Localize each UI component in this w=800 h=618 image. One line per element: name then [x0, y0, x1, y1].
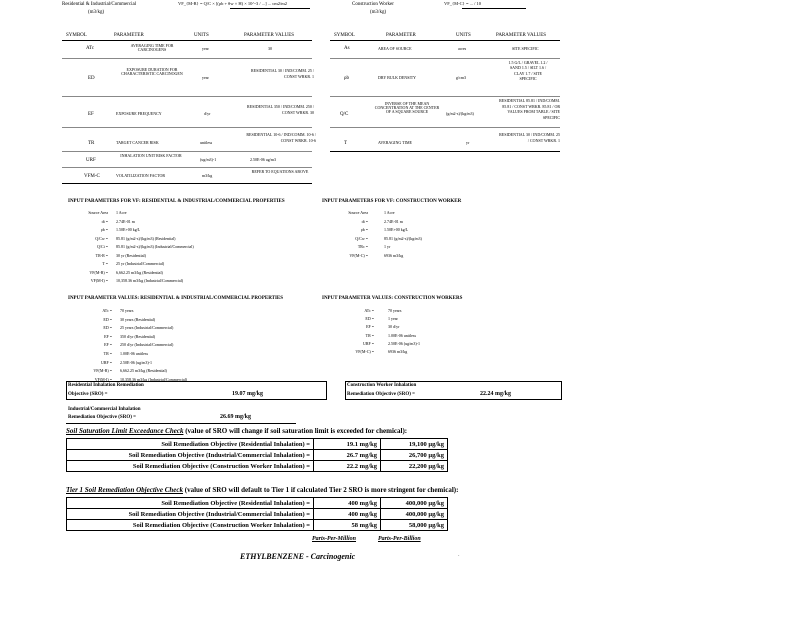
param-value: 1 Acre	[116, 210, 127, 215]
saturation-check-note: (value of SRO will change if soil saturation limit is exceeded for chemical):	[185, 427, 408, 435]
param-value: 70 years	[120, 308, 134, 313]
param-key: VF(M-R) =	[89, 269, 108, 275]
col-parameter-2: PARAMETER	[386, 33, 416, 38]
param-value: 1.50E+00 kg/L	[384, 227, 409, 232]
param-atc: AVERAGING TIME FOR CARCINOGENS	[130, 43, 174, 52]
tier1-check-title: Tier 1 Soil Remediation Objective Check	[66, 486, 183, 494]
units-ed: year	[202, 75, 209, 80]
param-key: T =	[102, 261, 108, 266]
values-vf: REFER TO EQUATIONS ABOVE	[251, 169, 309, 174]
param-key: Q/Cw =	[355, 235, 368, 241]
param-value: 85.81 (g/m2-s)/(kg/m3) (Industrial/Commercial)	[116, 244, 194, 249]
t1-ug-ind: 400,000 µg/kg	[381, 509, 448, 520]
param-value: 25 years (Industrial/Commercial)	[120, 325, 174, 331]
saturation-table	[66, 438, 448, 472]
cw-result-label: Remediation Objective (SRO) =	[347, 392, 415, 397]
sym-as: As	[344, 46, 350, 51]
values-qc: RESIDENTIAL 85.81 / IND/COMM. 85.81 / CONST WRKR. 85.81 / OR VALUES FROM TABLE / SITE SPECIFIC	[499, 98, 560, 120]
t1-ug-res: 400,000 µg/kg	[381, 498, 448, 509]
units-as: acres	[458, 46, 467, 51]
param-key: dt =	[361, 218, 368, 224]
col-parameter-1: PARAMETER	[114, 33, 144, 38]
sym-ed: ED	[88, 76, 95, 81]
param-key: VF(M-R) =	[93, 368, 112, 374]
values-tr: RESIDENTIAL 10-6 / IND/COMM. 10-6 / CONST WRKR. 10-6	[246, 132, 316, 143]
param-value: 10,358.36 m3/kg (Industrial/Commercial)	[116, 278, 184, 283]
header-right-label-2: (m3/kg)	[370, 10, 387, 15]
param-value: 10,358.36 m3/kg (Industrial/Commercial)	[120, 376, 188, 382]
param-key: TRc =	[357, 244, 368, 249]
sat-ug-ind: 26,700 µg/kg	[381, 450, 448, 461]
res-result-title: Residential Inhalation Remediation	[68, 383, 144, 388]
sat-mg-res: 19.1 mg/kg	[314, 439, 381, 450]
sat-label-cw: Soil Remediation Objective (Construction Worker Inhalation) =	[67, 461, 314, 472]
units-qc: (g/m2-s)/(kg/m3)	[446, 111, 474, 116]
param-key: EF =	[104, 342, 112, 348]
param-value: 250 d/yr (Industrial/Commercial)	[120, 342, 174, 348]
param-value: 1 Acre	[384, 210, 395, 215]
sym-urf: URF	[86, 158, 96, 163]
param-value: 1.50E+00 kg/L	[116, 227, 141, 232]
param-value: 30 years (Residential)	[120, 316, 156, 322]
param-key: VF(M-I) =	[94, 376, 112, 382]
param-value: 1 year	[388, 316, 398, 322]
t1-label-res: Soil Remediation Objective (Residential Inhalation) =	[67, 498, 314, 509]
inputs-vf-res-heading: INPUT PARAMETERS FOR VF: RESIDENTIAL & INDUSTRIAL/COMMERCIAL PROPERTIES	[68, 199, 285, 204]
param-value: 85.81 (g/m2-s)/(kg/m3)	[384, 235, 422, 241]
inputs-values-res-heading: INPUT PARAMETER VALUES: RESIDENTIAL & INDUSTRIAL/COMMERCIAL PROPERTIES	[68, 296, 284, 301]
sat-mg-cw: 22.2 mg/kg	[314, 461, 381, 472]
header-left-label-1: Residential & Industrial/Commercial	[62, 2, 137, 7]
sym-t: T	[344, 141, 348, 146]
table-row	[67, 461, 448, 472]
param-value: 6,662.25 m3/kg (Residential)	[120, 368, 167, 374]
param-key: TR =	[365, 332, 374, 338]
param-value: 2.50E-06 (ug/m3)-1	[120, 359, 152, 365]
param-key: Q/Cw =	[95, 235, 108, 241]
param-key: ATc =	[102, 308, 112, 313]
param-t: AVERAGING TIME	[378, 140, 412, 145]
param-value: 6,662.25 m3/kg (Residential)	[116, 269, 163, 275]
tier1-table	[66, 497, 448, 531]
tier1-check-note: (value of SRO will default to Tier 1 if calculated Tier 2 SRO is more stringent for chemical):	[184, 486, 459, 494]
sat-label-res: Soil Remediation Objective (Residential Inhalation) =	[67, 439, 314, 450]
param-value: 1.00E-06 unitless	[388, 332, 416, 338]
header-right-label-1: Construction Worker	[352, 2, 394, 7]
ind-result-title: Industrial/Commercial Inhalation	[68, 407, 141, 412]
sat-mg-ind: 26.7 mg/kg	[314, 450, 381, 461]
param-key: dt =	[101, 218, 108, 224]
param-key: VF(M-C) =	[355, 349, 374, 354]
inputs-values-cw-heading: INPUT PARAMETER VALUES: CONSTRUCTION WORKERS	[322, 296, 463, 301]
param-key: VF(M-I) =	[90, 278, 108, 283]
sym-qc: Q/C	[340, 112, 349, 117]
param-urf: INHALATION UNIT RISK FACTOR	[120, 153, 182, 158]
units-ef: d/yr	[204, 111, 211, 116]
values-ed: RESIDENTIAL 30 / IND/COMM. 25 / CONST WRKR. 1	[251, 68, 314, 79]
param-ed: EXPOSURE DURATION FOR CHARACTERISTIC CARCINOGEN	[121, 67, 183, 76]
param-key: URF =	[100, 359, 112, 365]
t1-label-ind: Soil Remediation Objective (Industrial/Commercial Inhalation) =	[67, 509, 314, 520]
col-symbol-2: SYMBOL	[334, 33, 355, 38]
chemical-title: ETHYLBENZENE - Carcinogenic	[240, 552, 356, 561]
param-as: AREA OF SOURCE	[378, 46, 412, 51]
param-value: 1 yr	[384, 244, 391, 249]
col-values-2: PARAMETER VALUES	[496, 33, 547, 38]
param-key: ATc =	[364, 308, 374, 313]
dot-mark: ·	[458, 554, 460, 559]
sym-ef: EF	[88, 112, 94, 117]
units-urf: (ug/m3)-1	[200, 157, 217, 162]
values-as: SITE SPECIFIC	[512, 46, 539, 51]
param-value: 2.74E-01 m	[116, 218, 135, 224]
param-value: 85.81 (g/m2-s)/(kg/m3) (Residential)	[116, 235, 176, 241]
param-key: EF =	[366, 324, 374, 330]
sym-tr: TR	[88, 141, 95, 146]
param-rhob: DRY BULK DENSITY	[378, 75, 417, 80]
values-urf: 2.50E-06 ug/m3	[250, 157, 276, 162]
col-units-1: UNITS	[194, 33, 209, 38]
param-value: 2.50E-06 (ug/m3)-1	[388, 340, 420, 346]
sym-atc: ATc	[86, 46, 94, 51]
t1-mg-cw: 58 mg/kg	[314, 520, 381, 531]
param-key: Source Area	[88, 210, 108, 215]
saturation-check-title: Soil Saturation Limit Exceedance Check	[66, 427, 184, 435]
units-tr: unitless	[200, 140, 213, 145]
col-symbol-1: SYMBOL	[66, 33, 87, 38]
t1-mg-res: 400 mg/kg	[314, 498, 381, 509]
tier1-check-heading	[66, 487, 458, 494]
ppm-label: Parts-Per-Million	[312, 536, 357, 542]
units-atc: year	[202, 46, 209, 51]
param-ef: EXPOSURE FREQUENCY	[116, 111, 162, 116]
sat-ug-res: 19,100 µg/kg	[381, 439, 448, 450]
table-row	[67, 498, 448, 509]
ind-result-value: 26.69 mg/kg	[220, 414, 252, 420]
sat-label-ind: Soil Remediation Objective (Industrial/Commercial Inhalation) =	[67, 450, 314, 461]
header-left-formula: VF_{M-R} = Q/C × [(ρb + θw × H) × 10^-3 / ...] ... cm2/m2	[178, 2, 288, 6]
sym-vf: VFM-C	[84, 174, 100, 179]
inputs-vf-cw-heading: INPUT PARAMETERS FOR VF: CONSTRUCTION WORKER	[322, 199, 462, 204]
param-key: Q/Ci =	[96, 244, 108, 249]
param-key: EF =	[104, 333, 112, 339]
t1-label-cw: Soil Remediation Objective (Construction Worker Inhalation) =	[67, 520, 314, 531]
header-left-label-2: (m3/kg)	[88, 10, 105, 15]
param-key: VF(M-C) =	[349, 252, 368, 258]
table-row	[67, 520, 448, 531]
param-value: 2.74E-01 m	[384, 218, 403, 224]
table-row	[67, 439, 448, 450]
param-key: ρb =	[100, 227, 108, 232]
param-value: 350 d/yr (Residential)	[120, 333, 156, 339]
param-value: 70 years	[388, 308, 402, 313]
param-value: 25 yr (Industrial/Commercial)	[116, 261, 165, 266]
param-value: 30 yr (Residential)	[116, 252, 146, 258]
param-key: Source Area	[348, 210, 368, 215]
units-rhob: g/cm3	[456, 75, 466, 80]
res-result-value: 19.07 mg/kg	[232, 391, 264, 397]
cw-result-value: 22.24 mg/kg	[480, 391, 512, 397]
param-key: ρb =	[360, 227, 368, 232]
saturation-check-heading	[66, 428, 407, 435]
ppb-label: Parts-Per-Billion	[378, 536, 421, 542]
param-value: 1.00E-06 unitless	[120, 351, 148, 356]
param-key: URF =	[362, 340, 374, 346]
param-qc: INVERSE OF THE MEAN CONCENTRATION AT THE CENTER OF A SQUARE SOURCE	[374, 101, 440, 114]
t1-mg-ind: 400 mg/kg	[314, 509, 381, 520]
sym-rhob: ρb	[344, 76, 349, 81]
param-key: TR-R =	[95, 252, 108, 258]
param-tr: TARGET CANCER RISK	[116, 140, 159, 145]
param-key: ED =	[365, 316, 374, 322]
param-value: 6936 m3/kg	[388, 349, 408, 354]
t1-ug-cw: 58,000 µg/kg	[381, 520, 448, 531]
param-value: 6936 m3/kg	[384, 252, 404, 258]
values-rhob: 1.5 G/L / GRAVEL 1.2 / SAND 1.5 / SILT 1.6 / CLAY 1.7 / SITE SPECIFIC	[508, 60, 548, 82]
col-units-2: UNITS	[456, 33, 471, 38]
table-row	[67, 509, 448, 520]
param-key: TR =	[103, 351, 112, 356]
param-vf: VOLATILIZATION FACTOR	[116, 173, 166, 178]
cw-result-title: Construction Worker Inhalation	[347, 383, 417, 388]
param-value: 30 d/yr	[388, 324, 400, 330]
sat-ug-cw: 22,200 µg/kg	[381, 461, 448, 472]
col-values-1: PARAMETER VALUES	[244, 33, 295, 38]
param-key: ED =	[103, 316, 112, 322]
values-ef: RESIDENTIAL 350 / IND/COMM. 250 / CONST WRKR. 30	[247, 104, 314, 115]
param-key: ED =	[103, 325, 112, 331]
header-right-formula: VF_{M-C} = ... / 10	[444, 2, 481, 6]
res-result-label: Objective (SRO) =	[68, 392, 108, 397]
ind-result-label: Remediation Objective (SRO) =	[68, 415, 136, 420]
values-t: RESIDENTIAL 30 / IND/COMM. 25 / CONST WRKR. 1	[499, 132, 560, 143]
units-vf: m3/kg	[202, 173, 213, 178]
units-t: yr	[466, 140, 470, 145]
values-atc: 30	[268, 46, 272, 51]
table-row	[67, 450, 448, 461]
